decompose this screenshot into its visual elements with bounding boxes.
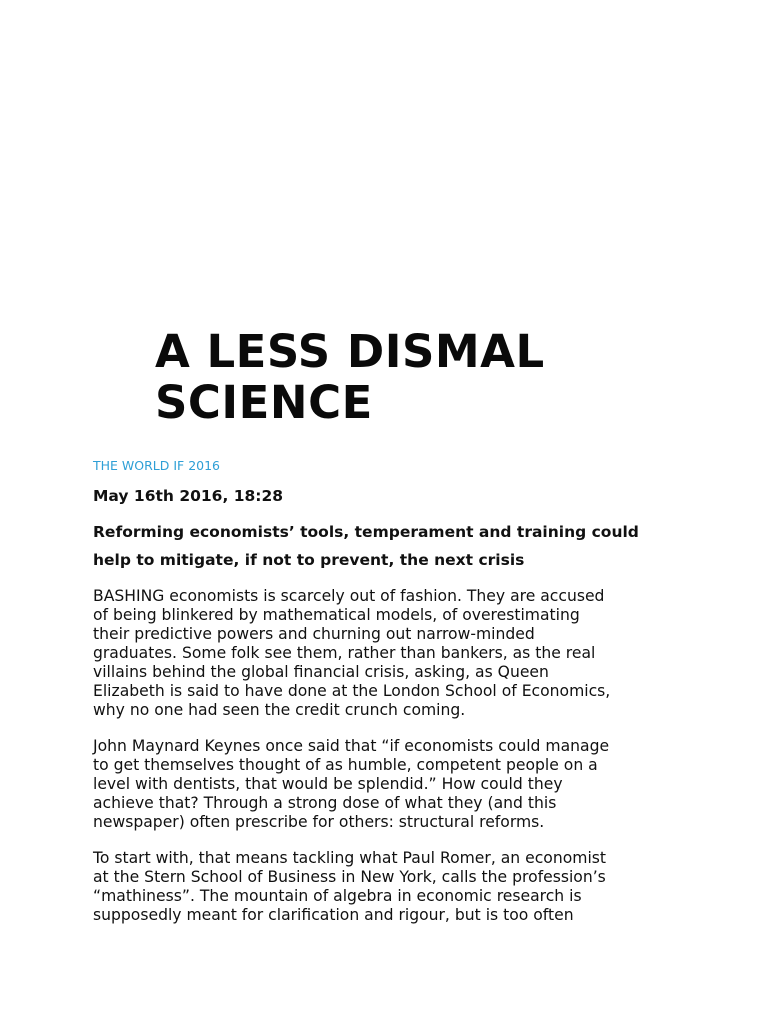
text-line: John Maynard Keynes once said that “if economists could manage — [93, 737, 610, 755]
article-headline: A LESS DISMAL SCIENCE — [155, 325, 545, 429]
text-line: why no one had seen the credit crunch coming. — [93, 701, 466, 719]
text-line: of being blinkered by mathematical models, of overestimating — [93, 606, 580, 624]
article-date: May 16th 2016, 18:28 — [93, 487, 284, 505]
paragraph — [93, 737, 693, 832]
text-line: newspaper) often prescribe for others: structural reforms. — [93, 813, 545, 831]
article-rubric: Reforming economists’ tools, temperament and training could help to mitigate, if not to prevent, the next crisis — [93, 523, 639, 569]
text-line: villains behind the global financial crisis, asking, as Queen — [93, 663, 549, 681]
text-line: BASHING economists is scarcely out of fashion. They are accused — [93, 587, 605, 605]
text-line: their predictive powers and churning out narrow-minded — [93, 625, 535, 643]
text-line: graduates. Some folk see them, rather than bankers, as the real — [93, 644, 596, 662]
text-line: Elizabeth is said to have done at the London School of Economics, — [93, 682, 611, 700]
paragraph — [93, 849, 693, 925]
article-body — [93, 587, 693, 942]
text-line: To start with, that means tackling what Paul Romer, an economist — [93, 849, 607, 867]
text-line: achieve that? Through a strong dose of what they (and this — [93, 794, 557, 812]
text-line: “mathiness”. The mountain of algebra in economic research is — [93, 887, 582, 905]
section-link[interactable]: THE WORLD IF 2016 — [93, 458, 221, 473]
text-line: level with dentists, that would be splendid.” How could they — [93, 775, 563, 793]
text-line: supposedly meant for clarification and rigour, but is too often — [93, 906, 574, 924]
text-line: at the Stern School of Business in New York, calls the profession’s — [93, 868, 606, 886]
text-line: to get themselves thought of as humble, competent people on a — [93, 756, 598, 774]
paragraph — [93, 587, 693, 720]
